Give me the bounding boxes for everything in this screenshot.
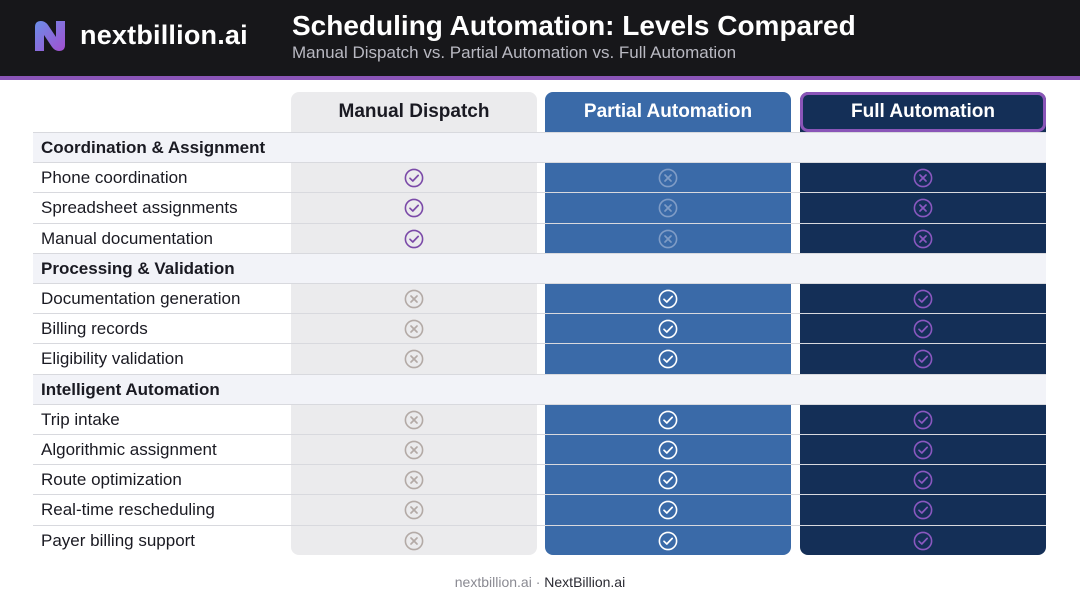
cell-partial [545,163,791,193]
cell-manual [291,193,537,223]
row-label: Route optimization [41,470,182,490]
section-header-row [33,254,1046,284]
table-row [33,465,1046,495]
check-circle-icon [658,319,678,339]
cell-manual [291,465,537,495]
row-label: Phone coordination [41,168,188,188]
check-circle-icon [404,168,424,188]
row-label: Real-time rescheduling [41,500,215,520]
cell-full [800,465,1046,495]
x-circle-icon [404,500,424,520]
x-circle-icon [404,440,424,460]
header-bar [0,0,1080,76]
cell-manual [291,224,537,254]
x-circle-icon [658,198,678,218]
row-label: Manual documentation [41,228,214,248]
brand-name: nextbillion.ai [80,20,248,50]
cell-partial [545,495,791,525]
column-header-manual: Manual Dispatch [338,101,490,122]
cell-manual [291,526,537,556]
table-row [33,224,1046,254]
page-title: Scheduling Automation: Levels Compared [292,10,856,41]
x-circle-icon [404,470,424,490]
column-header-partial: Partial Automation [583,101,753,122]
table-row [33,163,1046,193]
check-circle-icon [658,440,678,460]
x-circle-icon [404,289,424,309]
cell-full [800,163,1046,193]
cell-full [800,193,1046,223]
check-circle-icon [913,470,933,490]
cell-full [800,314,1046,344]
x-circle-icon [404,531,424,551]
check-circle-icon [913,440,933,460]
table-row [33,495,1046,525]
cell-partial [545,344,791,374]
table-row [33,193,1046,223]
check-circle-icon [913,319,933,339]
row-label: Documentation generation [41,289,241,308]
check-circle-icon [913,531,933,551]
check-circle-icon [658,500,678,520]
x-circle-icon [913,229,933,249]
check-circle-icon [913,500,933,520]
cell-manual [291,405,537,435]
header-divider [0,76,1080,80]
section-header-row [33,375,1046,405]
column-header-full: Full Automation [800,92,1046,132]
check-circle-icon [913,349,933,369]
table-row [33,405,1046,435]
row-label: Payer billing support [41,530,196,550]
section-title: Processing & Validation [41,258,235,278]
check-circle-icon [913,410,933,430]
cell-full [800,435,1046,465]
x-circle-icon [404,349,424,369]
cell-partial [545,314,791,344]
row-label: Eligibility validation [41,349,184,369]
cell-full [800,495,1046,525]
check-circle-icon [658,289,678,309]
cell-partial [545,224,791,254]
cell-manual [291,163,537,193]
cell-manual [291,284,537,314]
cell-partial [545,193,791,223]
cell-manual [291,344,537,374]
cell-manual [291,495,537,525]
row-label: Spreadsheet assignments [41,198,238,218]
footer-right: NextBillion.ai [544,574,626,590]
cell-partial [545,284,791,314]
footer-separator: · [531,574,545,590]
section-title: Intelligent Automation [41,379,220,399]
x-circle-icon [913,198,933,218]
cell-full [800,224,1046,254]
check-circle-icon [658,470,678,490]
row-label: Trip intake [41,409,120,429]
x-circle-icon [913,168,933,188]
table-row [33,526,1046,556]
check-circle-icon [658,349,678,369]
footer-left: nextbillion.ai [454,574,532,590]
section-title: Coordination & Assignment [41,138,266,157]
x-circle-icon [658,168,678,188]
row-label: Billing records [41,319,148,339]
cell-manual [291,435,537,465]
cell-partial [545,465,791,495]
check-circle-icon [404,198,424,218]
x-circle-icon [658,229,678,249]
section-header-row [33,133,1046,163]
cell-partial [545,526,791,556]
table-row [33,314,1046,344]
cell-manual [291,314,537,344]
table-row [33,344,1046,374]
check-circle-icon [658,531,678,551]
nextbillion-logo-icon [32,18,68,54]
footer [0,574,1080,590]
x-circle-icon [404,319,424,339]
cell-full [800,405,1046,435]
check-circle-icon [658,410,678,430]
cell-partial [545,405,791,435]
cell-partial [545,435,791,465]
cell-full [800,344,1046,374]
page-subtitle: Manual Dispatch vs. Partial Automation vs. Full Automation [292,43,737,62]
x-circle-icon [404,410,424,430]
check-circle-icon [913,289,933,309]
check-circle-icon [404,229,424,249]
table-row [33,284,1046,314]
row-label: Algorithmic assignment [41,440,217,459]
table-row [33,435,1046,465]
cell-full [800,526,1046,556]
cell-full [800,284,1046,314]
